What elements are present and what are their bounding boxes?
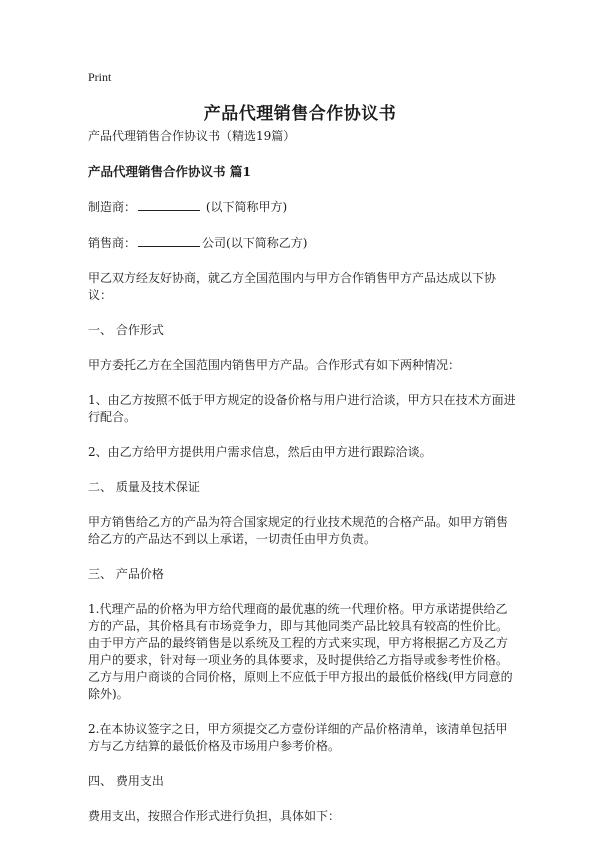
section-heading: 产品代理销售合作协议书 篇1 [88,164,252,179]
manufacturer-suffix: (以下简称甲方) [202,200,288,214]
section-1-heading: 一、 合作形式 [88,323,164,337]
seller-suffix: 公司(以下简称乙方) [202,236,308,250]
section-1-paragraph-2: 1、由乙方按照不低于甲方规定的设备价格与用户进行洽谈，甲方只在技术方面进行配合。 [88,393,516,424]
print-link[interactable]: Print [88,70,112,84]
section-2-heading: 二、 质量及技术保证 [88,480,200,494]
seller-line [88,234,518,252]
seller-blank [138,234,200,247]
document-title: 产品代理销售合作协议书 [203,104,397,124]
manufacturer-blank [138,198,200,211]
section-3-heading: 三、 产品价格 [88,567,164,581]
seller-label: 销售商： [88,236,137,250]
document-subtitle: 产品代理销售合作协议书（精选19篇） [88,129,296,143]
section-1-paragraph-3: 2、由乙方给甲方提供用户需求信息，然后由甲方进行跟踪洽谈。 [88,445,432,459]
section-3-paragraph-2: 2.在本协议签字之日，甲方须提交乙方壹份详细的产品价格清单，该清单包括甲方与乙方结算的最低价格及市场用户参考价格。 [88,722,508,753]
intro-paragraph: 甲乙双方经友好协商，就乙方全国范围内与甲方合作销售甲方产品达成以下协议： [88,271,497,302]
section-4-heading: 四、 费用支出 [88,774,164,788]
manufacturer-line [88,198,518,216]
section-4-paragraph-1: 费用支出，按照合作形式进行负担，具体如下： [88,809,341,823]
manufacturer-label: 制造商： [88,200,137,214]
document-body [88,128,518,843]
section-2-paragraph-1: 甲方销售给乙方的产品为符合国家规定的行业技术规范的合格产品。如甲方销售给乙方的产品达不到以上承诺，一切责任由甲方负责。 [88,515,509,546]
section-3-paragraph-1: 1.代理产品的价格为甲方给代理商的最优惠的统一代理价格。甲方承诺提供给乙方的产品，其价格具有市场竞争力，即与其他同类产品比较具有较高的性价比。由于甲方产品的最终销售是以系统及工程的方式来实现，甲方将根据乙方及乙方用户的要求，针对每一项业务的具体要求，及时提供给乙方指导或参考性价格。乙方与用户商谈的合同价格，原则上不应低于甲方报出的最低价格线(甲方同意的除外)。 [88,602,513,701]
section-1-paragraph-1: 甲方委托乙方在全国范围内销售甲方产品。合作形式有如下两种情况： [88,358,461,372]
